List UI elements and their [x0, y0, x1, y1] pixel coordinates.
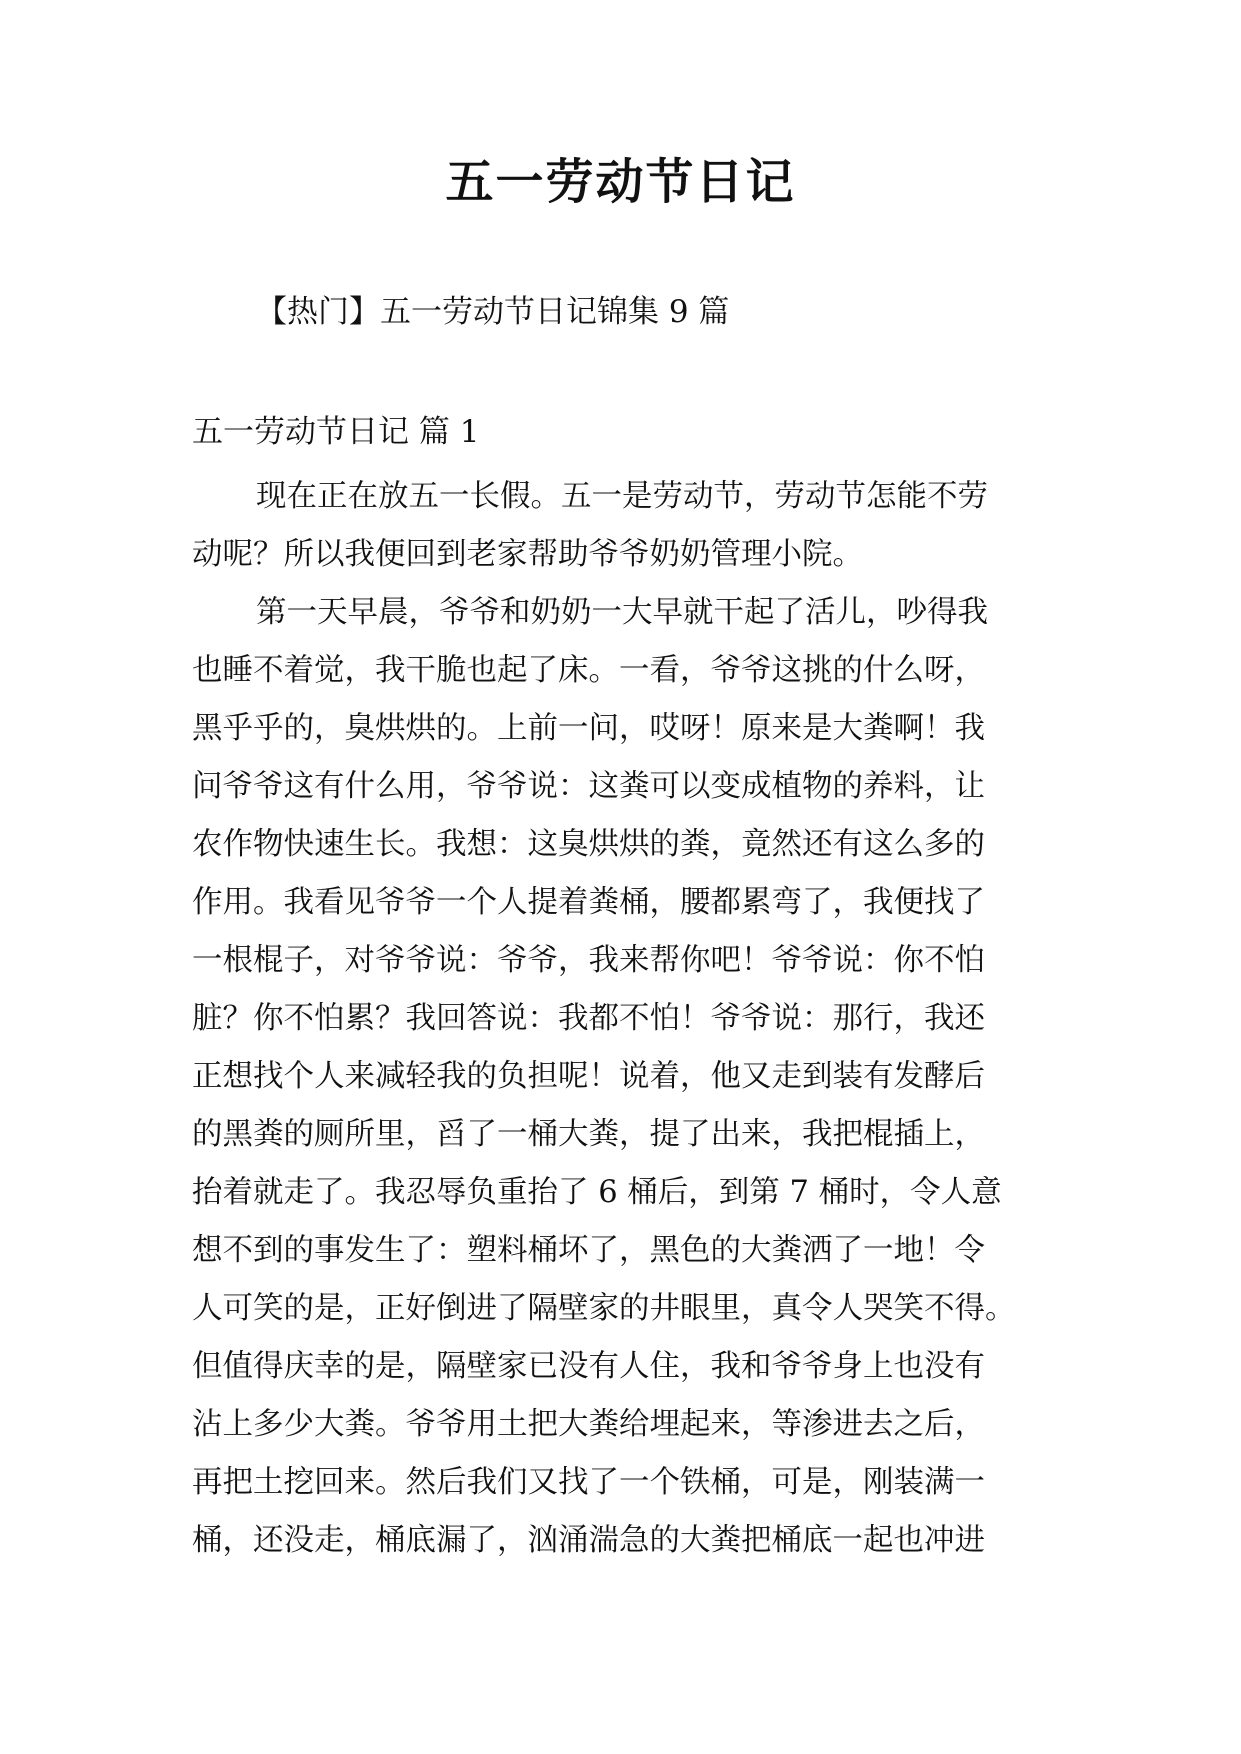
paragraph-line: 也睡不着觉，我干脆也起了床。一看，爷爷这挑的什么呀， [192, 653, 985, 688]
paragraph-line: 第一天早晨，爷爷和奶奶一大早就干起了活儿，吵得我 [256, 595, 988, 630]
paragraph-line: 桶，还没走，桶底漏了，汹涌湍急的大粪把桶底一起也冲进 [192, 1523, 985, 1558]
document-subtitle: 【热门】五一劳动节日记锦集 9 篇 [256, 294, 730, 330]
paragraph-line: 作用。我看见爷爷一个人提着粪桶，腰都累弯了，我便找了 [192, 885, 985, 920]
paragraph-line: 抬着就走了。我忍辱负重抬了 6 桶后，到第 7 桶时，令人意 [192, 1175, 1002, 1210]
paragraph-line: 脏？你不怕累？我回答说：我都不怕！爷爷说：那行，我还 [192, 1001, 985, 1036]
paragraph-line: 问爷爷这有什么用，爷爷说：这粪可以变成植物的养料，让 [192, 769, 985, 804]
paragraph-line: 现在正在放五一长假。五一是劳动节，劳动节怎能不劳 [256, 479, 988, 514]
paragraph-line: 农作物快速生长。我想：这臭烘烘的粪，竟然还有这么多的 [192, 827, 985, 862]
paragraph-line: 一根棍子，对爷爷说：爷爷，我来帮你吧！爷爷说：你不怕 [192, 943, 985, 978]
paragraph-line: 但值得庆幸的是，隔壁家已没有人住，我和爷爷身上也没有 [192, 1349, 985, 1384]
paragraph-line: 动呢？所以我便回到老家帮助爷爷奶奶管理小院。 [192, 537, 863, 572]
section-heading: 五一劳动节日记 篇 1 [192, 414, 480, 450]
paragraph-line: 沾上多少大粪。爷爷用土把大粪给埋起来，等渗进去之后， [192, 1407, 985, 1442]
paragraph-line: 的黑粪的厕所里，舀了一桶大粪，提了出来，我把棍插上， [192, 1117, 985, 1152]
paragraph-line: 黑乎乎的，臭烘烘的。上前一问，哎呀！原来是大粪啊！我 [192, 711, 985, 746]
document-title: 五一劳动节日记 [445, 154, 796, 210]
paragraph-line: 正想找个人来减轻我的负担呢！说着，他又走到装有发酵后 [192, 1059, 985, 1094]
paragraph-line: 想不到的事发生了：塑料桶坏了，黑色的大粪洒了一地！令 [192, 1233, 985, 1268]
paragraph-line: 人可笑的是，正好倒进了隔壁家的井眼里，真令人哭笑不得。 [192, 1291, 1016, 1326]
body-text [192, 468, 1050, 1570]
paragraph-line: 再把土挖回来。然后我们又找了一个铁桶，可是，刚装满一 [192, 1465, 985, 1500]
